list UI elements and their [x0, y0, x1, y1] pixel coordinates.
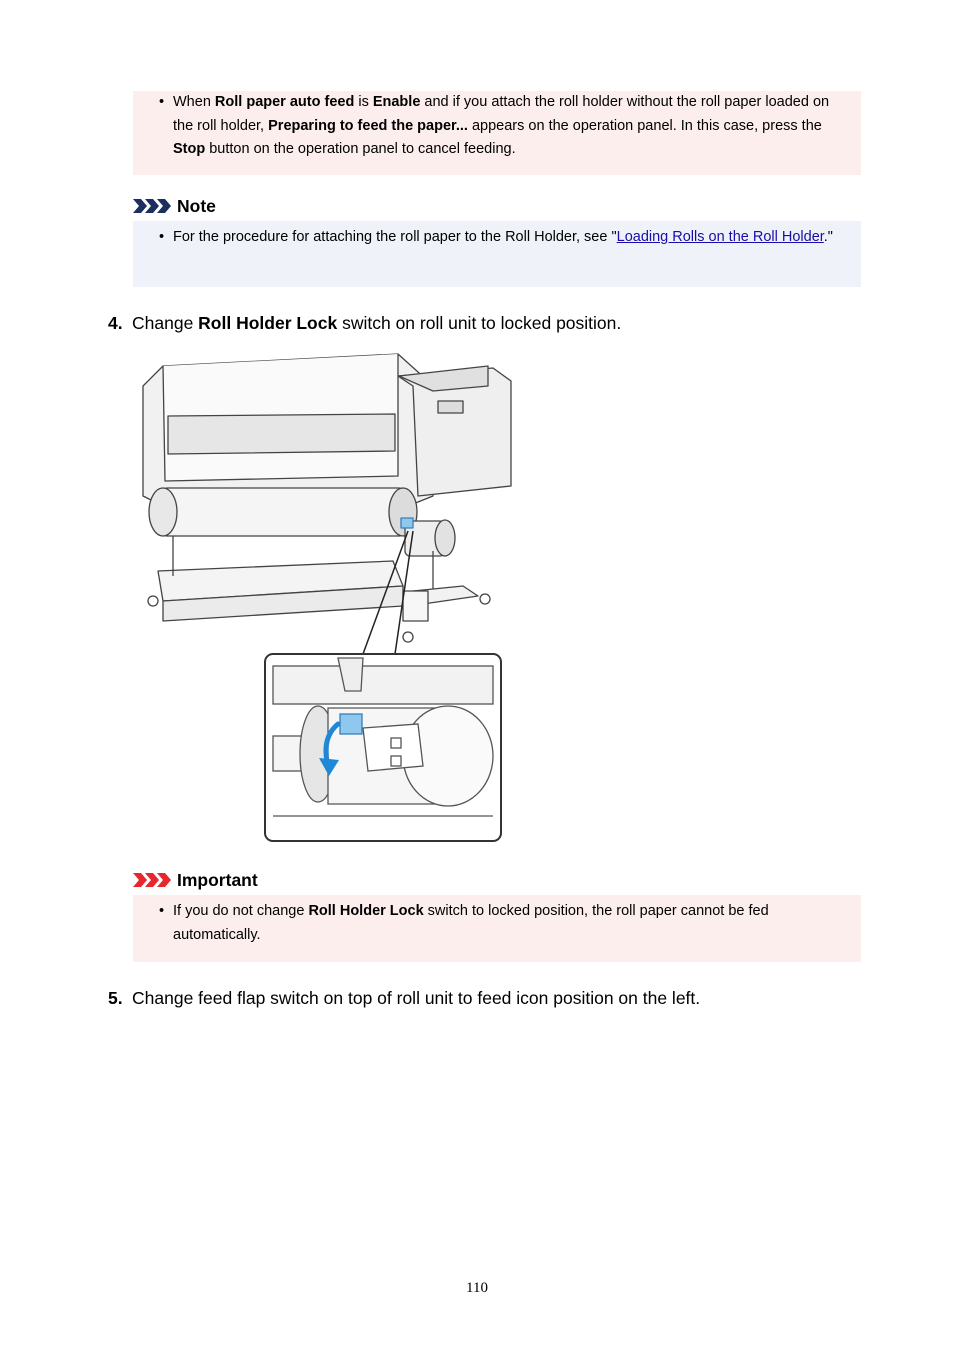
note-title: Note	[177, 195, 216, 216]
note-bullet: • For the procedure for attaching the roll paper to the Roll Holder, see "Loading Rolls on the Roll Holder."	[157, 226, 847, 250]
important-chevrons-icon	[133, 872, 173, 888]
printer-roll-holder-illustration	[133, 346, 518, 846]
warning-box-top	[133, 91, 861, 175]
important-box	[133, 895, 861, 962]
step-number: 5.	[108, 988, 123, 1008]
note-header	[133, 195, 216, 217]
loading-rolls-link[interactable]: Loading Rolls on the Roll Holder	[616, 229, 824, 245]
note-chevrons-icon	[133, 198, 173, 214]
step-5: 5. Change feed flap switch on top of roll unit to feed icon position on the left.	[108, 988, 701, 1008]
step-number: 4.	[108, 313, 123, 333]
important-header	[133, 869, 258, 891]
important-bullet: • If you do not change Roll Holder Lock switch to locked position, the roll paper cannot be fed automatically.	[157, 900, 847, 947]
note-box	[133, 221, 861, 287]
warning-bullet: • When Roll paper auto feed is Enable and if you attach the roll holder without the roll paper loaded on the roll holder, Preparing to feed the paper... appears on the operation panel. In this case, press the Stop button on the operation panel to cancel feeding.	[157, 91, 847, 162]
important-title: Important	[177, 869, 258, 890]
page-number: 110	[466, 1280, 488, 1296]
step-4: 4. Change Roll Holder Lock switch on roll unit to locked position.	[108, 313, 622, 333]
